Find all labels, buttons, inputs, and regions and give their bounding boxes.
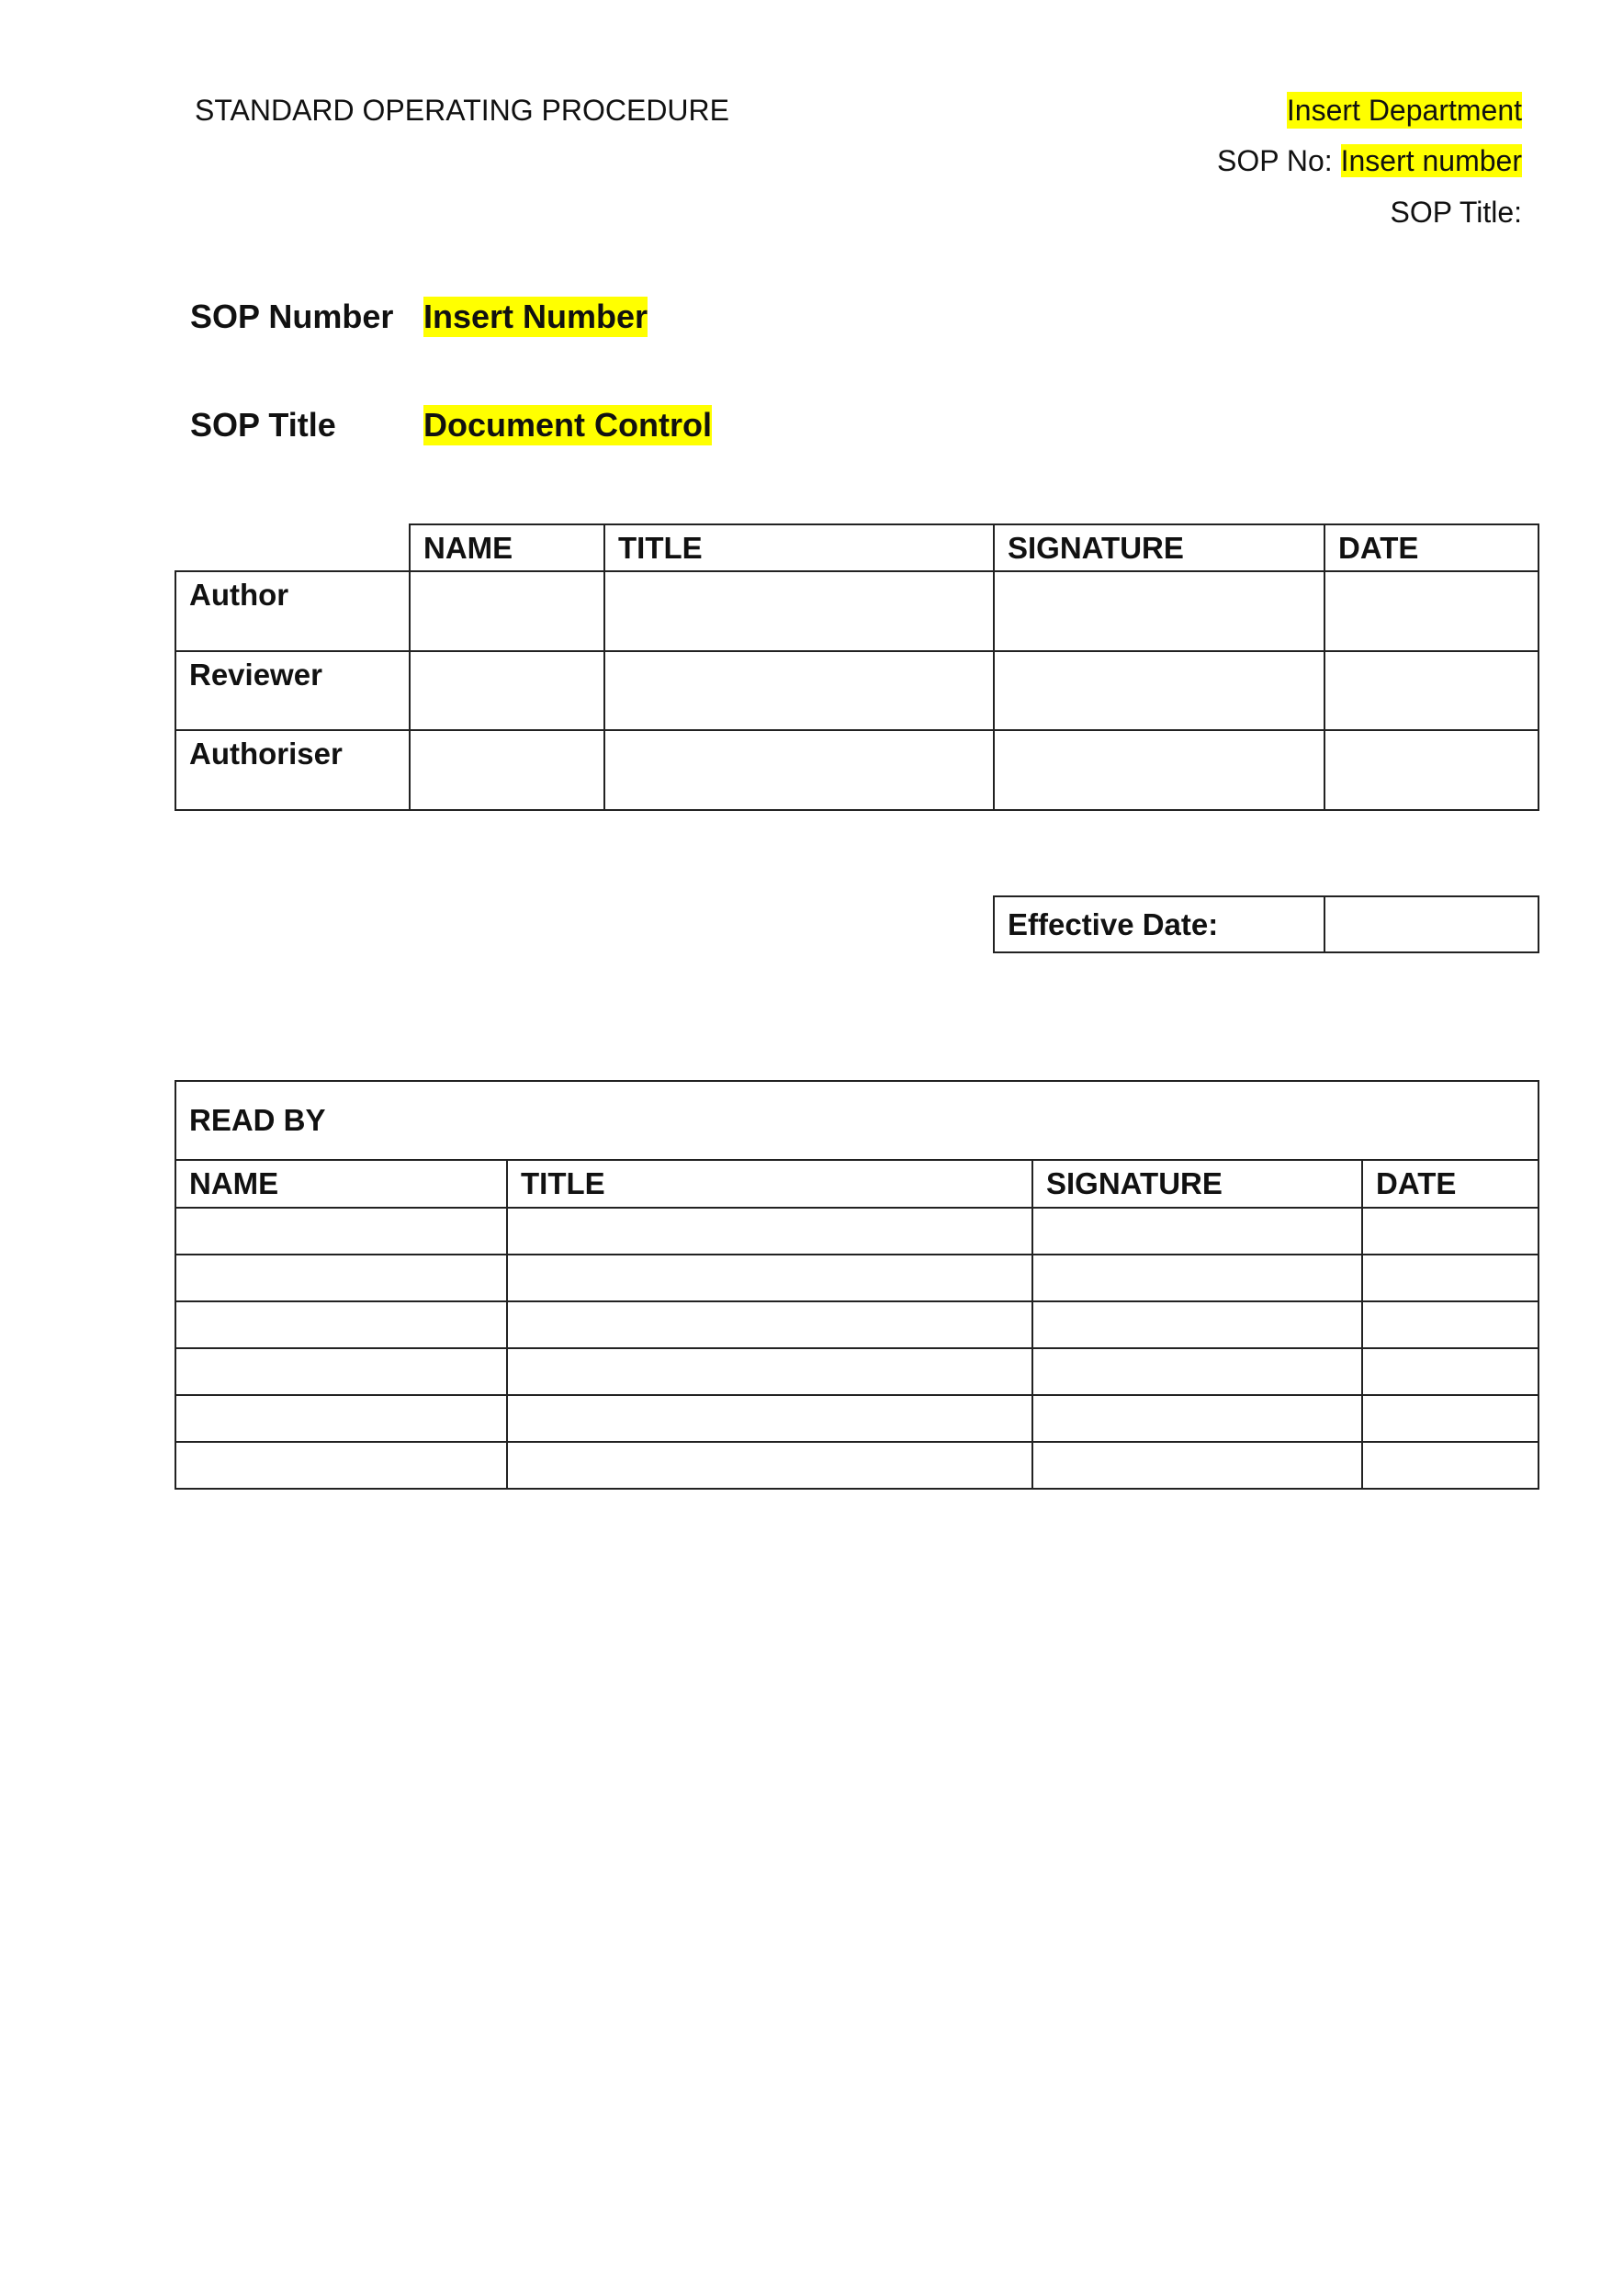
read-by-header-title: TITLE — [507, 1160, 1032, 1208]
row-label-reviewer: Reviewer — [175, 651, 410, 730]
authoriser-date-cell[interactable] — [1324, 730, 1538, 810]
read-by-title-cell[interactable] — [507, 1442, 1032, 1489]
author-date-cell[interactable] — [1324, 571, 1538, 651]
read-by-name-cell[interactable] — [175, 1301, 507, 1348]
read-by-name-cell[interactable] — [175, 1208, 507, 1255]
sop-title-label-main: SOP Title — [190, 406, 336, 444]
row-label-author: Author — [175, 571, 410, 651]
read-by-name-cell[interactable] — [175, 1348, 507, 1395]
author-title-cell[interactable] — [604, 571, 994, 651]
read-by-name-cell[interactable] — [175, 1395, 507, 1442]
reviewer-date-cell[interactable] — [1324, 651, 1538, 730]
authoriser-signature-cell[interactable] — [994, 730, 1324, 810]
read-by-header-row — [175, 1160, 1538, 1208]
read-by-row — [175, 1255, 1538, 1301]
column-header-title: TITLE — [604, 524, 994, 571]
effective-date-table — [993, 895, 1539, 953]
sop-no-label: SOP No: — [1217, 144, 1333, 177]
sop-number-label: SOP Number — [190, 298, 394, 335]
read-by-header-date: DATE — [1362, 1160, 1538, 1208]
author-signature-cell[interactable] — [994, 571, 1324, 651]
author-name-cell[interactable] — [410, 571, 604, 651]
read-by-signature-cell[interactable] — [1032, 1442, 1362, 1489]
effective-date-label: Effective Date: — [994, 896, 1324, 952]
read-by-name-cell[interactable] — [175, 1442, 507, 1489]
approval-row-reviewer — [175, 651, 1538, 730]
reviewer-name-cell[interactable] — [410, 651, 604, 730]
sop-number-value[interactable]: Insert Number — [423, 298, 648, 335]
read-by-title-cell[interactable] — [507, 1255, 1032, 1301]
read-by-header-signature: SIGNATURE — [1032, 1160, 1362, 1208]
read-by-signature-cell[interactable] — [1032, 1301, 1362, 1348]
read-by-signature-cell[interactable] — [1032, 1348, 1362, 1395]
approval-row-author — [175, 571, 1538, 651]
read-by-table — [175, 1080, 1539, 1490]
read-by-title-cell[interactable] — [507, 1208, 1032, 1255]
read-by-row — [175, 1301, 1538, 1348]
read-by-title-cell[interactable] — [507, 1301, 1032, 1348]
authoriser-title-cell[interactable] — [604, 730, 994, 810]
sop-title-value[interactable]: Document Control — [423, 406, 712, 444]
read-by-date-cell[interactable] — [1362, 1395, 1538, 1442]
approval-table — [175, 523, 1539, 811]
reviewer-title-cell[interactable] — [604, 651, 994, 730]
read-by-row — [175, 1442, 1538, 1489]
approval-row-authoriser — [175, 730, 1538, 810]
read-by-signature-cell[interactable] — [1032, 1255, 1362, 1301]
effective-date-value[interactable] — [1324, 896, 1538, 952]
department-field[interactable]: Insert Department — [1286, 94, 1522, 127]
column-header-name: NAME — [410, 524, 604, 571]
column-header-signature: SIGNATURE — [994, 524, 1324, 571]
read-by-row — [175, 1348, 1538, 1395]
read-by-title-cell[interactable] — [507, 1348, 1032, 1395]
read-by-signature-cell[interactable] — [1032, 1208, 1362, 1255]
authoriser-name-cell[interactable] — [410, 730, 604, 810]
reviewer-signature-cell[interactable] — [994, 651, 1324, 730]
empty-corner-cell — [175, 524, 410, 571]
sop-no-value[interactable]: Insert number — [1340, 144, 1522, 177]
row-label-authoriser: Authoriser — [175, 730, 410, 810]
sop-title-label: SOP Title: — [1390, 196, 1522, 229]
approval-header-row — [175, 524, 1538, 571]
read-by-date-cell[interactable] — [1362, 1348, 1538, 1395]
read-by-date-cell[interactable] — [1362, 1255, 1538, 1301]
read-by-signature-cell[interactable] — [1032, 1395, 1362, 1442]
read-by-title: READ BY — [175, 1081, 1538, 1160]
read-by-date-cell[interactable] — [1362, 1208, 1538, 1255]
read-by-title-cell[interactable] — [507, 1395, 1032, 1442]
column-header-date: DATE — [1324, 524, 1538, 571]
read-by-date-cell[interactable] — [1362, 1442, 1538, 1489]
read-by-name-cell[interactable] — [175, 1255, 507, 1301]
read-by-header-name: NAME — [175, 1160, 507, 1208]
read-by-row — [175, 1208, 1538, 1255]
sop-no-line — [1217, 142, 1522, 179]
read-by-date-cell[interactable] — [1362, 1301, 1538, 1348]
document-type-heading: STANDARD OPERATING PROCEDURE — [195, 94, 729, 127]
read-by-row — [175, 1395, 1538, 1442]
